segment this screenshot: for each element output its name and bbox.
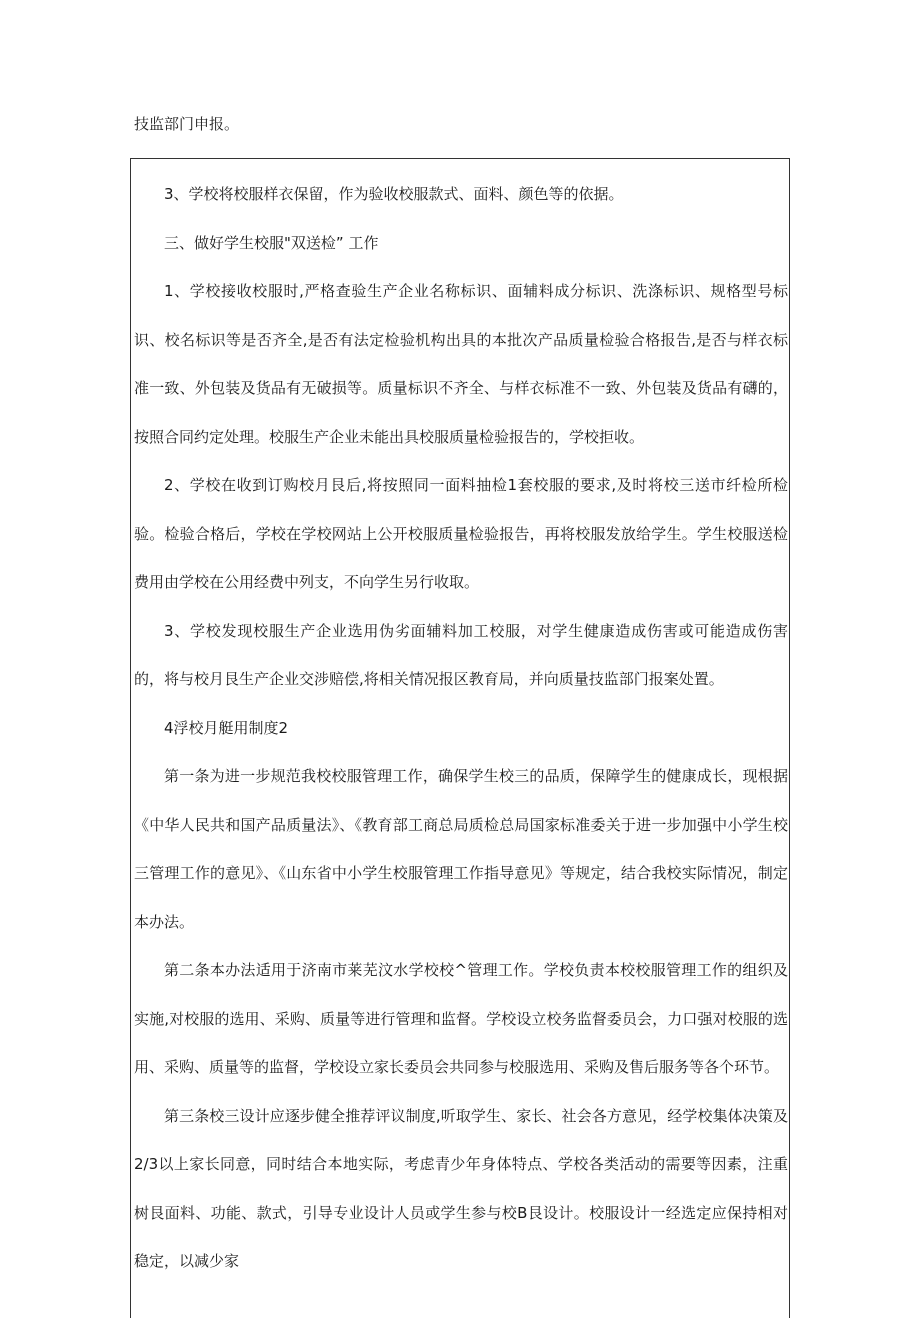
- document-body: [134, 170, 788, 1286]
- section-title-uniform-system: 4浮校月艇用制度2: [164, 718, 289, 737]
- paragraph-article-one: 第一条为进一步规范我校校服管理工作，确保学生校三的品质，保障学生的健康成长，现根据《中华人民共和国产品质量法》、《教育部工商总局质检总局国家标准委关于进一步加强中小学生校三管理工作的意见》、《山东省中小学生校服管理工作指导意见》等规定，结合我校实际情况，制定本办法。: [134, 767, 788, 931]
- paragraph-article-three: 第三条校三设计应逐步健全推荐评议制度,听取学生、家长、社会各方意见，经学校集体决策及2/3以上家长同意，同时结合本地实际，考虑青少年身体特点、学校各类活动的需要等因素，注重树艮面料、功能、款式，引导专业设计人员或学生参与校B艮设计。校服设计一经选定应保持相对稳定，以减少家: [134, 1106, 788, 1270]
- paragraph-sampling-inspection: 2、学校在收到订购校月艮后,将按照同一面料抽检1套校服的要求,及时将校三送市纤检所检验。检验合格后，学校在学校网站上公开校服质量检验报告，再将校服发放给学生。学生校服送检费用由学校在公用经费中列支，不向学生另行收取。: [134, 476, 788, 591]
- paragraph-receiving-check: 1、学校接收校服时,严格查验生产企业名称标识、面辅料成分标识、洗涤标识、规格型号标识、校名标识等是否齐全,是否有法定检验机构出具的本批次产品质量检验合格报告,是否与样衣标准一致、外包装及货品有无破损等。质量标识不齐全、与样衣标准不一致、外包装及货品有礴的，按照合同约定处理。校服生产企业未能出具校服质量检验报告的，学校拒收。: [134, 282, 788, 446]
- leading-text-line: 技监部门申报。: [134, 115, 240, 133]
- section-heading-double-inspection: 三、做好学生校服"双送检” 工作: [164, 233, 379, 252]
- paragraph-sample-retention: 3、学校将校服样衣保留，作为验收校服款式、面料、颜色等的依据。: [164, 185, 624, 203]
- paragraph-article-two: 第二条本办法适用于济南市莱芜汶水学校校^管理工作。学校负责本校校服管理工作的组织及实施,对校服的选用、采购、质量等进行管理和监督。学校设立校务监督委员会，力口强对校服的选用、采购、质量等的监督，学校设立家长委员会共同参与校服选用、采购及售后服务等各个环节。: [134, 961, 788, 1076]
- paragraph-inferior-materials: 3、学校发现校服生产企业选用伪劣面辅料加工校服，对学生健康造成伤害或可能造成伤害的，将与校月艮生产企业交涉赔偿,将相关情况报区教育局，并向质量技监部门报案处置。: [134, 621, 788, 688]
